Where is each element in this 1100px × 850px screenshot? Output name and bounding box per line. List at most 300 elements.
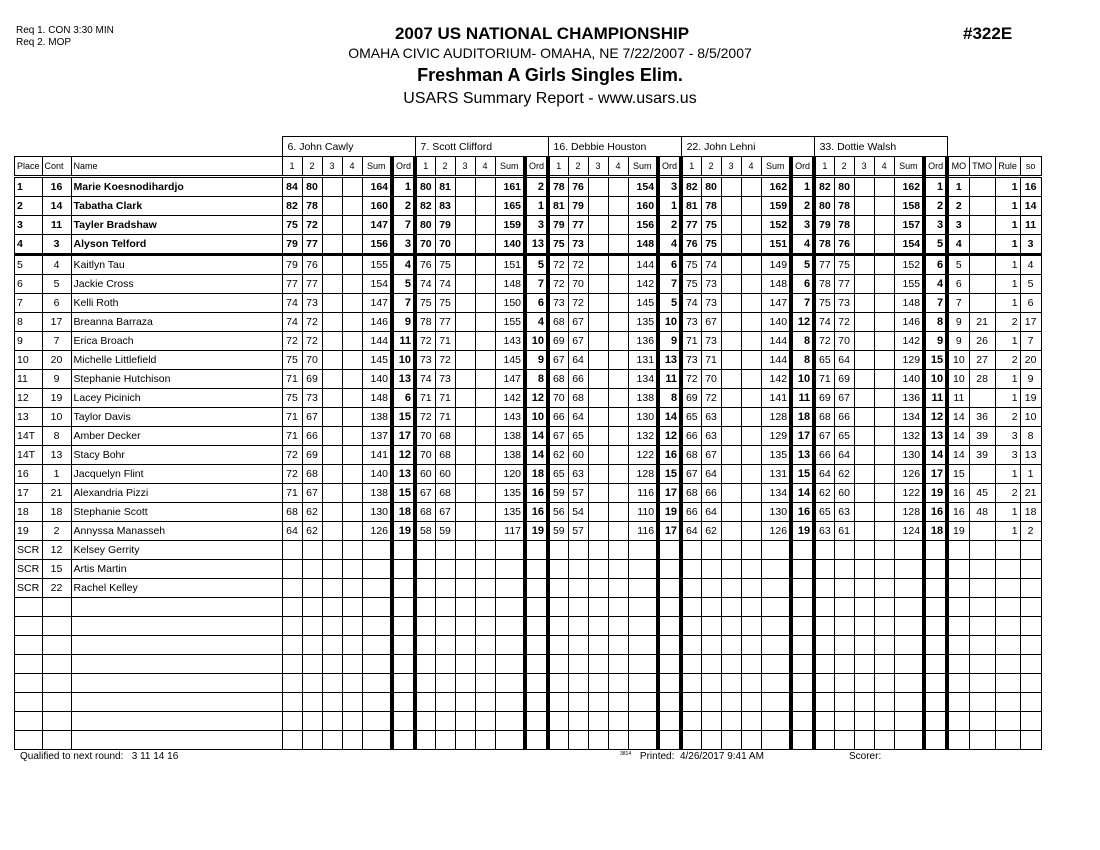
score-cell: 70 <box>302 351 322 370</box>
score-cell: 76 <box>302 255 322 275</box>
score-cell <box>701 579 721 598</box>
empty-cell <box>995 674 1020 693</box>
empty-cell <box>995 731 1020 750</box>
skater-name: Lacey Picinich <box>71 389 282 408</box>
empty-cell <box>415 617 435 636</box>
empty-cell <box>608 598 628 617</box>
empty-cell <box>525 693 548 712</box>
results-table <box>14 136 1042 750</box>
score-cell: 72 <box>282 446 302 465</box>
empty-cell <box>435 674 455 693</box>
sum-cell: 130 <box>894 446 924 465</box>
score-cell <box>854 541 874 560</box>
empty-cell <box>761 712 791 731</box>
skater-name: Breanna Barraza <box>71 313 282 332</box>
sum-cell: 122 <box>628 446 658 465</box>
score-cell <box>342 255 362 275</box>
ordinal-cell: 8 <box>791 332 814 351</box>
ordinal-cell: 2 <box>924 197 947 216</box>
score-cell: 67 <box>568 332 588 351</box>
empty-cell <box>854 598 874 617</box>
ordinal-cell: 7 <box>924 294 947 313</box>
ordinal-cell: 12 <box>525 389 548 408</box>
score-cell: 70 <box>435 235 455 255</box>
tmo-cell: 36 <box>969 408 995 427</box>
cont-cell: 7 <box>42 332 71 351</box>
score-cell: 73 <box>302 389 322 408</box>
sum-cell: 143 <box>495 332 525 351</box>
score-cell: 75 <box>282 216 302 235</box>
empty-cell <box>435 598 455 617</box>
header-place: Place <box>15 157 43 177</box>
score-cell <box>282 541 302 560</box>
score-cell <box>588 503 608 522</box>
table-row <box>15 197 1042 216</box>
score-cell <box>282 560 302 579</box>
score-cell: 79 <box>435 216 455 235</box>
score-cell: 70 <box>568 275 588 294</box>
sum-cell: 117 <box>495 522 525 541</box>
ordinal-cell: 18 <box>392 503 415 522</box>
header-judge1-4: 4 <box>342 157 362 177</box>
sum-cell: 130 <box>761 503 791 522</box>
score-cell <box>741 579 761 598</box>
score-cell <box>874 294 894 313</box>
empty-cell <box>608 655 628 674</box>
sum-cell: 140 <box>362 370 392 389</box>
sum-cell: 155 <box>495 313 525 332</box>
score-cell <box>455 235 475 255</box>
score-cell: 64 <box>814 465 834 484</box>
ordinal-cell: 3 <box>924 216 947 235</box>
score-cell: 63 <box>701 427 721 446</box>
score-cell: 71 <box>415 389 435 408</box>
score-cell <box>721 255 741 275</box>
empty-cell <box>761 598 791 617</box>
ordinal-cell: 17 <box>791 427 814 446</box>
score-cell <box>608 541 628 560</box>
score-cell <box>721 351 741 370</box>
score-cell: 75 <box>435 294 455 313</box>
score-cell <box>701 541 721 560</box>
header-judge2-4: 4 <box>475 157 495 177</box>
empty-cell <box>435 693 455 712</box>
score-cell <box>322 427 342 446</box>
table-row <box>15 579 1042 598</box>
sum-cell: 149 <box>761 255 791 275</box>
score-cell <box>721 446 741 465</box>
empty-cell <box>71 674 282 693</box>
mo-cell: 14 <box>947 408 969 427</box>
empty-cell <box>322 731 342 750</box>
place-cell: 12 <box>15 389 43 408</box>
score-cell: 56 <box>548 503 568 522</box>
table-row <box>15 216 1042 235</box>
empty-cell <box>874 636 894 655</box>
empty-row <box>15 731 1042 750</box>
score-cell <box>322 216 342 235</box>
score-cell: 59 <box>548 522 568 541</box>
score-cell: 77 <box>568 216 588 235</box>
score-cell: 78 <box>701 197 721 216</box>
score-cell: 77 <box>435 313 455 332</box>
score-cell <box>854 579 874 598</box>
score-cell <box>741 408 761 427</box>
score-cell: 75 <box>834 255 854 275</box>
ordinal-cell: 16 <box>525 503 548 522</box>
ordinal-cell: 6 <box>791 275 814 294</box>
score-cell <box>854 560 874 579</box>
score-cell <box>608 503 628 522</box>
sum-cell: 148 <box>628 235 658 255</box>
table-row <box>15 177 1042 197</box>
empty-cell <box>568 655 588 674</box>
score-cell: 78 <box>548 177 568 197</box>
score-cell: 84 <box>282 177 302 197</box>
ordinal-cell: 17 <box>658 484 681 503</box>
score-cell <box>342 332 362 351</box>
empty-cell <box>628 712 658 731</box>
skater-name: Annyssa Manasseh <box>71 522 282 541</box>
empty-cell <box>525 731 548 750</box>
so-cell <box>1020 560 1041 579</box>
sum-cell <box>495 541 525 560</box>
sum-cell: 126 <box>761 522 791 541</box>
score-cell: 82 <box>681 177 701 197</box>
empty-cell <box>969 636 995 655</box>
score-cell <box>342 541 362 560</box>
score-cell: 65 <box>681 408 701 427</box>
report-title: USARS Summary Report - www.usars.us <box>403 90 697 107</box>
score-cell: 77 <box>814 255 834 275</box>
tmo-cell <box>969 235 995 255</box>
ordinal-cell: 13 <box>791 446 814 465</box>
empty-cell <box>362 617 392 636</box>
so-cell: 13 <box>1020 446 1041 465</box>
sum-cell: 158 <box>894 197 924 216</box>
score-cell: 68 <box>568 389 588 408</box>
empty-cell <box>342 598 362 617</box>
sum-cell: 151 <box>761 235 791 255</box>
score-cell: 67 <box>548 427 568 446</box>
empty-cell <box>15 693 43 712</box>
score-cell: 75 <box>681 255 701 275</box>
empty-cell <box>455 731 475 750</box>
empty-cell <box>71 636 282 655</box>
empty-row <box>15 712 1042 731</box>
score-cell <box>475 484 495 503</box>
score-cell <box>874 177 894 197</box>
empty-cell <box>701 636 721 655</box>
ordinal-cell: 7 <box>658 275 681 294</box>
ordinal-cell: 1 <box>924 177 947 197</box>
header-judge1-3: 3 <box>322 157 342 177</box>
empty-cell <box>791 693 814 712</box>
sum-cell: 124 <box>894 522 924 541</box>
empty-cell <box>495 617 525 636</box>
score-cell: 64 <box>282 522 302 541</box>
score-cell <box>588 332 608 351</box>
score-cell <box>475 313 495 332</box>
so-cell: 19 <box>1020 389 1041 408</box>
ordinal-cell: 1 <box>392 177 415 197</box>
empty-cell <box>947 617 969 636</box>
empty-cell <box>814 655 834 674</box>
table-row <box>15 427 1042 446</box>
score-cell: 75 <box>415 294 435 313</box>
score-cell <box>475 275 495 294</box>
ordinal-cell <box>924 541 947 560</box>
header-judge5-sum: Sum <box>894 157 924 177</box>
score-cell <box>721 408 741 427</box>
score-cell <box>475 465 495 484</box>
score-cell: 76 <box>568 177 588 197</box>
ordinal-cell: 13 <box>392 370 415 389</box>
ordinal-cell: 6 <box>924 255 947 275</box>
empty-cell <box>392 674 415 693</box>
empty-cell <box>322 598 342 617</box>
so-cell: 9 <box>1020 370 1041 389</box>
empty-row <box>15 674 1042 693</box>
empty-cell <box>415 655 435 674</box>
score-cell <box>608 446 628 465</box>
sum-cell <box>628 579 658 598</box>
score-cell: 83 <box>435 197 455 216</box>
ordinal-cell: 10 <box>924 370 947 389</box>
empty-cell <box>15 617 43 636</box>
sum-cell: 134 <box>894 408 924 427</box>
rule-cell: 1 <box>995 370 1020 389</box>
score-cell <box>741 446 761 465</box>
sum-cell: 145 <box>628 294 658 313</box>
empty-cell <box>392 655 415 674</box>
score-cell: 76 <box>834 235 854 255</box>
header-judge4-3: 3 <box>721 157 741 177</box>
score-cell: 71 <box>701 351 721 370</box>
sum-cell <box>761 579 791 598</box>
empty-cell <box>681 636 701 655</box>
mo-cell: 3 <box>947 216 969 235</box>
score-cell: 67 <box>834 389 854 408</box>
skater-name: Alexandria Pizzi <box>71 484 282 503</box>
score-cell: 65 <box>568 427 588 446</box>
score-cell: 78 <box>415 313 435 332</box>
header-judge1-sum: Sum <box>362 157 392 177</box>
empty-cell <box>854 636 874 655</box>
sum-cell: 144 <box>761 351 791 370</box>
score-cell: 66 <box>834 408 854 427</box>
cont-cell: 14 <box>42 197 71 216</box>
cont-cell: 3 <box>42 235 71 255</box>
score-cell <box>721 216 741 235</box>
empty-cell <box>415 712 435 731</box>
ordinal-cell: 10 <box>791 370 814 389</box>
score-cell <box>741 465 761 484</box>
score-cell <box>342 484 362 503</box>
empty-cell <box>342 655 362 674</box>
score-cell <box>741 522 761 541</box>
score-cell <box>455 503 475 522</box>
empty-cell <box>15 712 43 731</box>
ordinal-cell <box>791 560 814 579</box>
empty-cell <box>282 693 302 712</box>
empty-cell <box>995 693 1020 712</box>
score-cell <box>874 446 894 465</box>
score-cell <box>608 522 628 541</box>
score-cell: 60 <box>435 465 455 484</box>
score-cell <box>874 484 894 503</box>
score-cell <box>701 560 721 579</box>
place-cell: 5 <box>15 255 43 275</box>
sum-cell: 128 <box>894 503 924 522</box>
score-cell <box>475 370 495 389</box>
empty-cell <box>761 731 791 750</box>
sum-cell: 147 <box>761 294 791 313</box>
score-cell <box>608 370 628 389</box>
score-cell: 76 <box>415 255 435 275</box>
sum-cell: 128 <box>761 408 791 427</box>
ordinal-cell: 3 <box>525 216 548 235</box>
skater-name: Erica Broach <box>71 332 282 351</box>
empty-cell <box>588 731 608 750</box>
mo-cell: 5 <box>947 255 969 275</box>
score-cell <box>854 275 874 294</box>
score-cell: 67 <box>701 446 721 465</box>
score-cell <box>455 579 475 598</box>
printed-value: 4/26/2017 9:41 AM <box>679 751 764 762</box>
mo-cell: 9 <box>947 313 969 332</box>
score-cell: 72 <box>568 255 588 275</box>
empty-cell <box>628 693 658 712</box>
score-cell: 75 <box>282 351 302 370</box>
score-cell: 72 <box>701 389 721 408</box>
mo-cell: 2 <box>947 197 969 216</box>
empty-cell <box>701 617 721 636</box>
score-cell <box>874 541 894 560</box>
score-cell <box>741 294 761 313</box>
empty-cell <box>548 693 568 712</box>
score-cell: 80 <box>302 177 322 197</box>
empty-cell <box>874 693 894 712</box>
empty-cell <box>42 731 71 750</box>
empty-cell <box>1020 617 1041 636</box>
header-judge5-2: 2 <box>834 157 854 177</box>
sum-cell: 138 <box>362 484 392 503</box>
empty-cell <box>701 712 721 731</box>
table-row <box>15 332 1042 351</box>
sum-cell: 147 <box>362 216 392 235</box>
score-cell: 64 <box>681 522 701 541</box>
score-cell <box>455 197 475 216</box>
mo-cell: 6 <box>947 275 969 294</box>
mo-cell <box>947 560 969 579</box>
ordinal-cell: 1 <box>658 197 681 216</box>
ordinal-cell: 15 <box>924 351 947 370</box>
score-cell: 62 <box>834 465 854 484</box>
score-cell <box>874 255 894 275</box>
empty-cell <box>741 674 761 693</box>
empty-cell <box>741 598 761 617</box>
empty-cell <box>495 655 525 674</box>
empty-cell <box>924 636 947 655</box>
score-cell <box>721 541 741 560</box>
ordinal-cell: 11 <box>658 370 681 389</box>
empty-cell <box>588 617 608 636</box>
rule-cell: 1 <box>995 216 1020 235</box>
empty-cell <box>995 636 1020 655</box>
sum-cell: 147 <box>362 294 392 313</box>
header-judge2-2: 2 <box>435 157 455 177</box>
score-cell <box>608 177 628 197</box>
empty-cell <box>15 731 43 750</box>
score-cell: 74 <box>415 370 435 389</box>
header-judge2-1: 1 <box>415 157 435 177</box>
empty-cell <box>701 731 721 750</box>
so-cell: 14 <box>1020 197 1041 216</box>
score-cell: 70 <box>415 446 435 465</box>
score-cell <box>455 177 475 197</box>
score-cell <box>342 197 362 216</box>
ordinal-cell <box>525 560 548 579</box>
score-cell: 69 <box>834 370 854 389</box>
score-cell: 80 <box>701 177 721 197</box>
ordinal-cell: 1 <box>525 197 548 216</box>
tmo-cell: 39 <box>969 446 995 465</box>
score-cell: 72 <box>282 332 302 351</box>
score-cell: 68 <box>302 465 322 484</box>
ordinal-cell: 6 <box>392 389 415 408</box>
empty-cell <box>894 693 924 712</box>
ordinal-cell: 4 <box>791 235 814 255</box>
score-cell: 77 <box>302 275 322 294</box>
score-cell: 64 <box>701 503 721 522</box>
score-cell <box>455 332 475 351</box>
ordinal-cell: 14 <box>525 446 548 465</box>
score-cell: 57 <box>568 522 588 541</box>
score-cell <box>874 579 894 598</box>
cont-cell: 1 <box>42 465 71 484</box>
judge-name-4: 22. John Lehni <box>681 137 814 157</box>
empty-cell <box>791 731 814 750</box>
score-cell: 64 <box>834 446 854 465</box>
empty-cell <box>42 674 71 693</box>
score-cell <box>588 275 608 294</box>
ordinal-cell: 2 <box>392 197 415 216</box>
judge-name-3: 16. Debbie Houston <box>548 137 681 157</box>
sum-cell: 159 <box>761 197 791 216</box>
score-cell: 58 <box>415 522 435 541</box>
score-cell <box>322 484 342 503</box>
empty-cell <box>71 598 282 617</box>
score-cell <box>342 503 362 522</box>
score-cell <box>322 313 342 332</box>
empty-cell <box>415 636 435 655</box>
empty-cell <box>814 617 834 636</box>
header-judge4-sum: Sum <box>761 157 791 177</box>
score-cell <box>608 216 628 235</box>
empty-cell <box>362 674 392 693</box>
score-cell <box>741 197 761 216</box>
score-cell <box>741 541 761 560</box>
score-cell <box>475 560 495 579</box>
empty-cell <box>874 674 894 693</box>
empty-cell <box>475 712 495 731</box>
so-cell: 21 <box>1020 484 1041 503</box>
rule-cell: 2 <box>995 313 1020 332</box>
empty-cell <box>525 598 548 617</box>
empty-cell <box>924 674 947 693</box>
empty-cell <box>475 693 495 712</box>
